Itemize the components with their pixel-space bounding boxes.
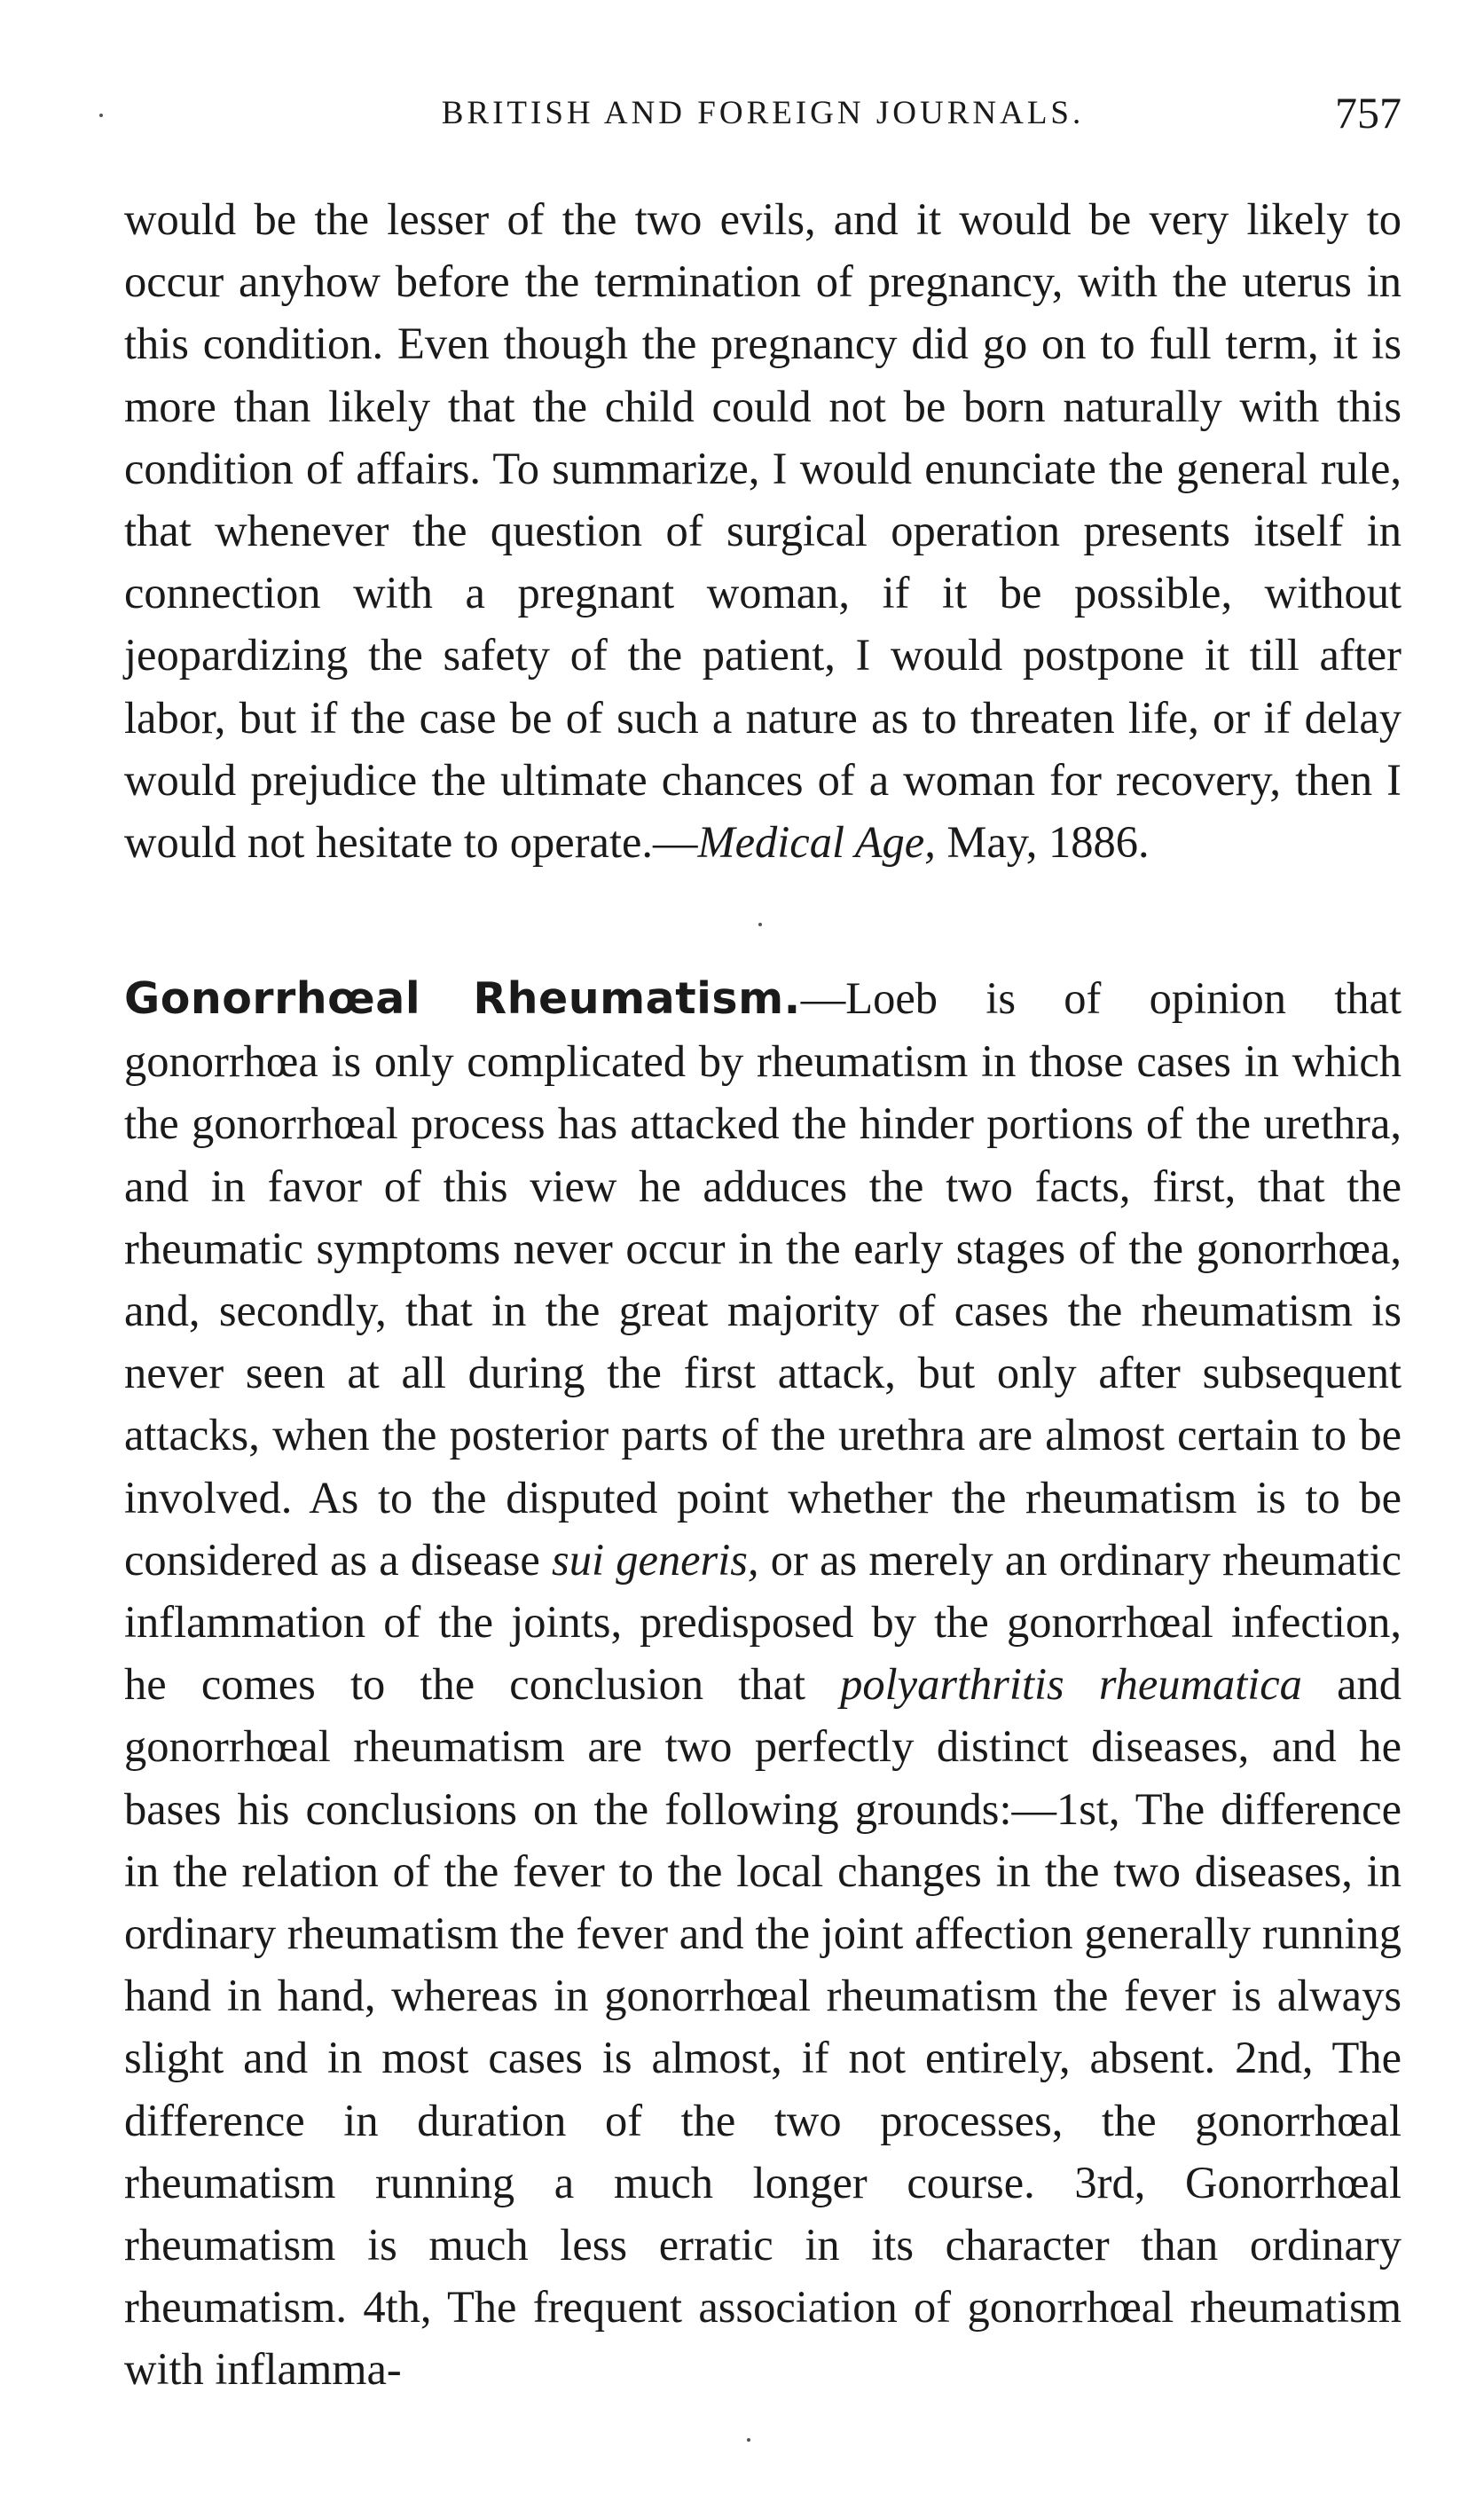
italic-term-sui-generis: sui generis, [552, 1534, 759, 1585]
source-date: May, 1886. [935, 817, 1150, 868]
article-text-part-1: —Loeb is of opinion that gonorrhœa is only complicated by rheumatism in those cases in which the gonorrhœal process has attacked the hinder portions of the urethra, and in favor of this view he adduces the two facts, first, that the rheumatic symptoms never occur in the early stages of the gonorrhœa, and, secondly, that in the great majority of cases the rheumatism is never seen at all during the first attack, but only after subsequent attacks, when the posterior parts of the urethra are almost certain to be involved. As to the disputed point whether the rheumatism is to be considered as a disease [124, 973, 1402, 1585]
paragraph-1-text: would be the lesser of the two evils, and it would be very likely to occur anyhow before the termination of pregnancy, with the uterus in this condition. Even though the pregnancy did go on to full term, it is more than likely that the child could not be born naturally with this condition of affairs. To summarize, I would enunciate the general rule, that whenever the question of surgical operation presents itself in connection with a pregnant woman, if it be possible, without jeopardizing the safety of the patient, I would postpone it till after labor, but if the case be of such a nature as to threaten life, or if delay would prejudice the ultimate chances of a woman for recovery, then I would not hesitate to operate.— [124, 194, 1402, 868]
running-head-title: BRITISH AND FOREIGN JOURNALS. [441, 95, 1085, 131]
article-heading: Gonorrhœal Rheumatism. [124, 973, 801, 1024]
source-citation: Medical Age, [697, 817, 936, 868]
running-head [124, 88, 1402, 147]
print-speck [758, 923, 762, 926]
page-number: 757 [1335, 88, 1402, 138]
article-gonorrhoeal-rheumatism [124, 967, 1402, 2401]
italic-term-polyarthritis: polyarthritis rheumatica [840, 1659, 1302, 1710]
print-speck [99, 114, 103, 117]
print-speck [747, 2438, 750, 2442]
article-text-part-2: or as merely an ordinary rheumatic inflammation of the joints, predisposed by the gonorrhœal infection, he comes to the conclusion that [124, 1534, 1402, 1710]
article-text-part-3: and gonorrhœal rheumatism are two perfectly distinct diseases, and he bases his conclusions on the following grounds:—1st, The difference in the relation of the fever to the local changes in the two diseases, in ordinary rheumatism the fever and the joint affection generally running hand in hand, whereas in gonorrhœal rheumatism the fever is always slight and in most cases is almost, if not entirely, absent. 2nd, The difference in duration of the two processes, the gonorrhœal rheumatism running a much longer course. 3rd, Gonorrhœal rheumatism is much less erratic in its character than ordinary rheumatism. 4th, The frequent association of gonorrhœal rheumatism with inflamma- [124, 1659, 1402, 2395]
paragraph-continuation [124, 188, 1402, 873]
